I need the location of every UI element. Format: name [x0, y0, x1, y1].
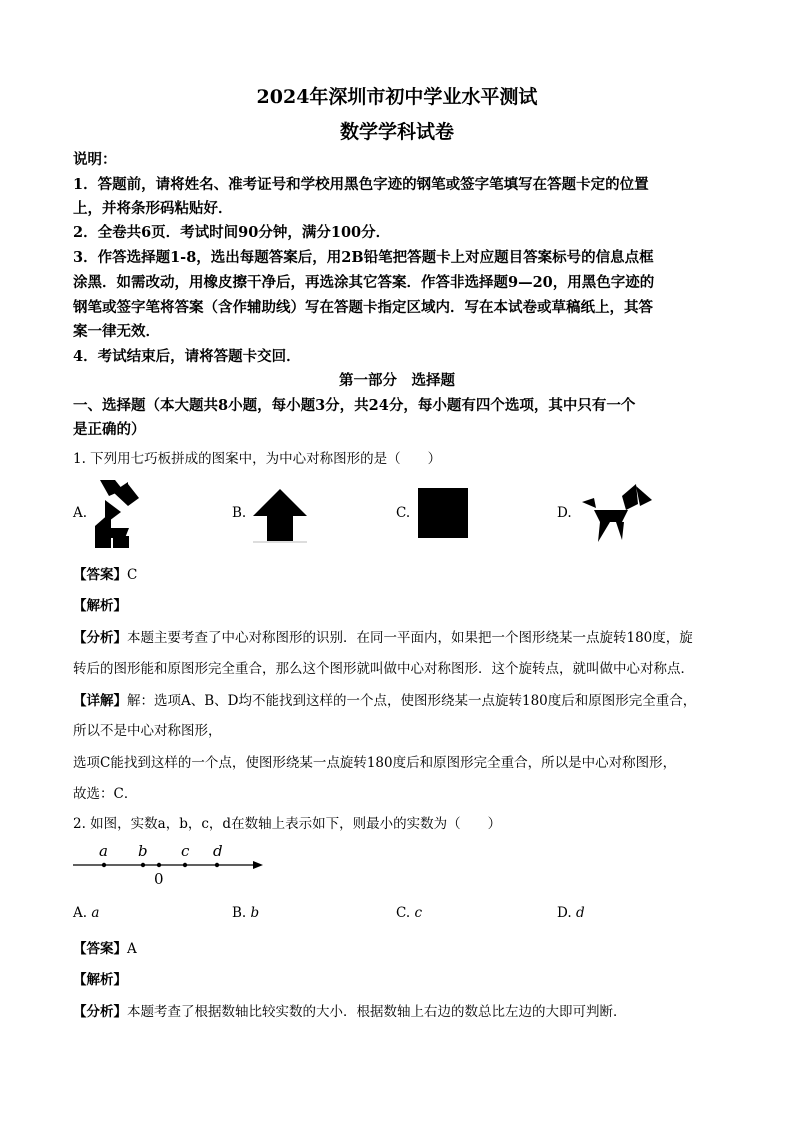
instruction-line: 3．作答选择题1-8，选出每题答案后，用2B铅笔把答题卡上对应题目答案标号的信息点框: [73, 249, 654, 266]
q2-fenxi: [73, 1000, 627, 1020]
instruction-line: 涂黑．如需改动，用橡皮擦干净后，再选涂其它答案．作答非选择题9—20，用黑色字迹的: [73, 274, 655, 291]
answer-tag: 【答案】: [73, 941, 127, 957]
section-heading: 一、选择题（本大题共8小题，每小题3分，共24分，每小题有四个选项，其中只有一个: [73, 397, 636, 414]
q1-fenxi-cont: 转后的图形能和原图形完全重合，那么这个图形就叫做中心对称图形．这个旋转点，就叫做中心对称点．: [73, 661, 694, 677]
number-line-arrow: [253, 861, 263, 869]
answer-value: C: [127, 567, 138, 583]
numberline-label-a: a: [99, 842, 108, 860]
instruction-line: 钢笔或签字笔将答案（含作辅助线）写在答题卡指定区域内．写在本试卷或草稿纸上，其答: [73, 299, 653, 316]
instructions-heading: 说明：: [73, 151, 117, 168]
instruction-line: 1．答题前，请将姓名、准考证号和学校用黑色字迹的钢笔或签字笔填写在答题卡定的位置: [73, 176, 649, 193]
instruction-line: 4．考试结束后，请将答题卡交回．: [73, 348, 301, 365]
q2-option-d: D. d: [557, 905, 585, 921]
instruction-line: 上，并将条形码粘贴好．: [73, 200, 233, 217]
numberline-label-b: b: [138, 842, 148, 860]
q1-option-d-label: D.: [557, 505, 572, 521]
q1-option-b-figure: [253, 489, 307, 543]
q1-stem: 1. 下列用七巧板拼成的图案中，为中心对称图形的是（ ）: [73, 451, 442, 467]
point-b: [141, 863, 145, 867]
numberline-label-zero: 0: [154, 870, 164, 888]
fenxi-text: 本题主要考查了中心对称图形的识别．在同一平面内，如果把一个图形绕某一点旋转180度，旋: [127, 630, 693, 646]
fenxi-tag: 【分析】: [73, 1004, 127, 1020]
answer-tag: 【答案】: [73, 567, 127, 583]
q2-option-a: A. a: [73, 905, 100, 921]
q1-detail-cont: 所以不是中心对称图形，: [73, 723, 222, 739]
fenxi-text: 本题考查了根据数轴比较实数的大小．根据数轴上右边的数总比左边的大即可判断．: [127, 1004, 627, 1020]
q1-fenxi: [73, 626, 693, 646]
q1-detail-cont: 故选：C．: [73, 786, 138, 802]
detail-tag: 【详解】: [73, 693, 127, 709]
point-a: [102, 863, 106, 867]
answer-value: A: [127, 941, 137, 957]
exam-title: 2024年深圳市初中学业水平测试: [256, 86, 538, 108]
part-title: 第一部分 选择题: [339, 372, 455, 389]
point-d: [215, 863, 219, 867]
detail-text: 解：选项A、B、D均不能找到这样的一个点，使图形绕某一点旋转180度后和原图形完全重合，: [127, 693, 697, 709]
q2-option-b: B. b: [232, 905, 260, 921]
numberline-label-c: c: [181, 842, 190, 860]
exam-subtitle: 数学学科试卷: [339, 121, 454, 143]
instruction-line: 案一律无效．: [73, 323, 160, 340]
q1-option-b-label: B.: [232, 505, 247, 521]
q1-option-c-figure: [418, 488, 468, 538]
numberline-label-d: d: [213, 842, 223, 860]
q2-answer: [73, 937, 137, 957]
point-c: [183, 863, 187, 867]
q1-answer: [73, 563, 137, 583]
q1-option-a-figure: [95, 478, 145, 550]
fenxi-tag: 【分析】: [73, 630, 127, 646]
q1-detail-cont: 选项C能找到这样的一个点，使图形绕某一点旋转180度后和原图形完全重合，所以是中心对称图形，: [73, 755, 677, 771]
q1-detail: [73, 689, 696, 709]
q1-analysis-tag: 【解析】: [73, 598, 127, 614]
q2-option-c: C. c: [396, 905, 422, 921]
q1-option-c-label: C.: [396, 505, 411, 521]
section-heading-cont: 是正确的）: [73, 421, 146, 438]
origin-point: [157, 863, 161, 867]
q2-analysis-tag: 【解析】: [73, 972, 127, 988]
instruction-line: 2．全卷共6页．考试时间90分钟，满分100分．: [73, 224, 391, 241]
q1-option-a-label: A.: [73, 505, 88, 521]
q1-option-d-figure: [582, 484, 654, 544]
q2-stem: 2. 如图，实数a，b，c，d在数轴上表示如下，则最小的实数为（ ）: [73, 816, 502, 832]
